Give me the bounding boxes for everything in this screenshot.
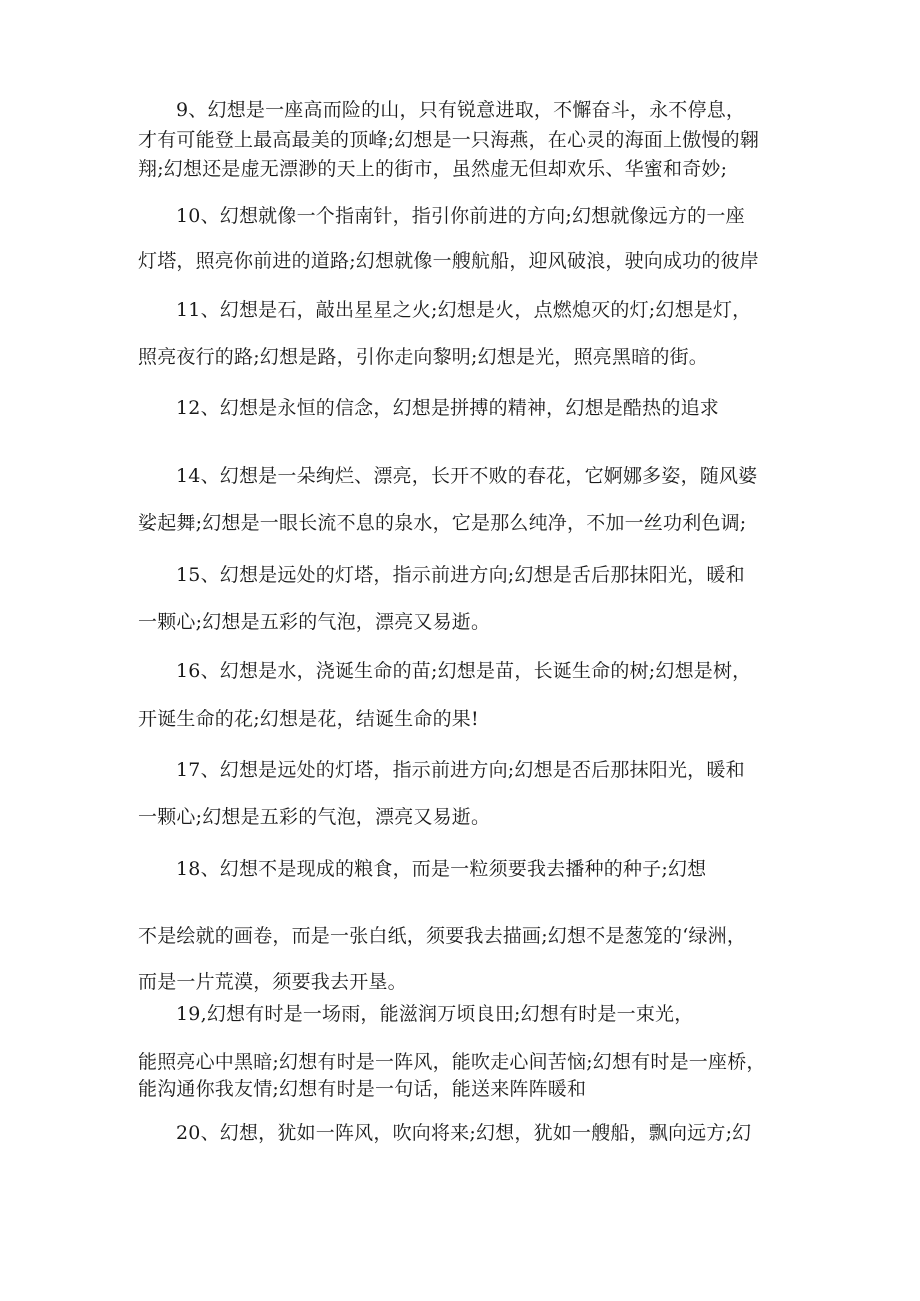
text-line: 10、幻想就像一个指南针，指引你前进的方向;幻想就像远方的一座 (176, 205, 745, 227)
text-line: 才有可能登上最高最美的顶峰;幻想是一只海燕，在心灵的海面上傲慢的翱 (138, 129, 760, 151)
text-line: 照亮夜行的路;幻想是路，引你走向黎明;幻想是光，照亮黑暗的街。 (138, 346, 709, 368)
text-line: 而是一片荒漠，须要我去开垦。 (138, 971, 407, 993)
text-line: 11、幻想是石，敲出星星之火;幻想是火，点燃熄灭的灯;幻想是灯， (176, 299, 752, 321)
text-line: 15、幻想是远处的灯塔，指示前进方向;幻想是舌后那抹阳光，暖和 (176, 564, 745, 586)
text-line: 12、幻想是永恒的信念，幻想是拼搏的精神，幻想是酷热的追求 (176, 397, 719, 419)
text-line: 娑起舞;幻想是一眼长流不息的泉水，它是那么纯净，不加一丝功利色调; (138, 512, 747, 534)
text-line: 能沟通你我友情;幻想有时是一句话，能送来阵阵暖和 (138, 1078, 587, 1100)
text-line: 灯塔，照亮你前进的道路;幻想就像一艘航船，迎风破浪，驶向成功的彼岸 (138, 250, 760, 272)
text-line: 翔;幻想还是虚无漂渺的天上的街市，虽然虚无但却欢乐、华蜜和奇妙; (138, 158, 728, 180)
text-line: 一颗心;幻想是五彩的气泡，漂亮又易逝。 (138, 806, 491, 828)
text-line: 19,幻想有时是一场雨，能滋润万顷良田;幻想有时是一束光， (176, 1003, 694, 1025)
text-line: 9、幻想是一座高而险的山，只有锐意进取，不懈奋斗，永不停息， (176, 99, 746, 121)
text-line: 14、幻想是一朵绚烂、漂亮，长开不败的春花，它婀娜多姿，随风婆 (176, 465, 758, 487)
text-line: 不是绘就的画卷，而是一张白纸，须要我去描画;幻想不是葱笼的‘绿洲， (138, 925, 747, 947)
text-line: 18、幻想不是现成的粮食，而是一粒须要我去播种的种子;幻想 (176, 858, 707, 880)
text-line: 开诞生命的花;幻想是花，结诞生命的果! (138, 708, 479, 730)
text-line: 17、幻想是远处的灯塔，指示前进方向;幻想是否后那抹阳光，暖和 (176, 759, 745, 781)
text-line: 一颗心;幻想是五彩的气泡，漂亮又易逝。 (138, 611, 491, 633)
text-line: 16、幻想是水，浇诞生命的苗;幻想是苗，长诞生命的树;幻想是树， (176, 660, 752, 682)
text-line: 能照亮心中黑暗;幻想有时是一阵风，能吹走心间苦恼;幻想有时是一座桥， (138, 1051, 766, 1073)
text-line: 20、幻想，犹如一阵风，吹向将来;幻想，犹如一艘船，飘向远方;幻 (176, 1122, 752, 1144)
